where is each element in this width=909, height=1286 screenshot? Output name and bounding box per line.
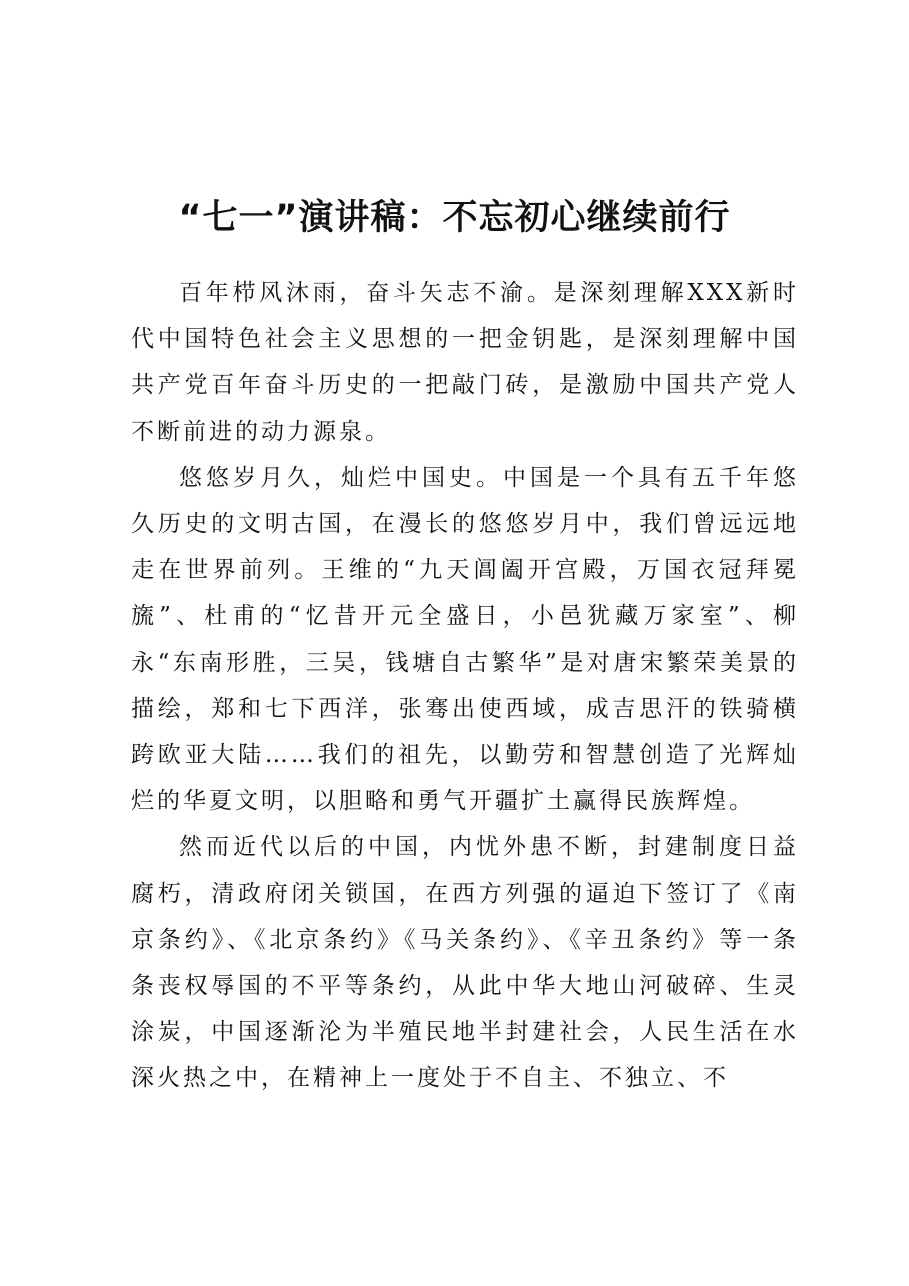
document-title: “七一”演讲稿：不忘初心继续前行 [178, 198, 731, 238]
paragraph-1: 百年栉风沐雨，奋斗矢志不渝。是深刻理解XXX新时代中国特色社会主义思想的一把金钥匙，是深刻理解中国共产党百年奋斗历史的一把敲门砖，是激励中国共产党人不断前进的动力源泉。 [131, 280, 799, 445]
paragraph-2: 悠悠岁月久，灿烂中国史。中国是一个具有五千年悠久历史的文明古国，在漫长的悠悠岁月中，我们曾远远地走在世界前列。王维的“九天阊阖开宫殿，万国衣冠拜冕旒”、杜甫的“忆昔开元全盛日，小邑犹藏万家室”、柳永“东南形胜，三吴，钱塘自古繁华”是对唐宋繁荣美景的描绘，郑和七下西洋，张骞出使西域，成吉思汗的铁骑横跨欧亚大陆……我们的祖先，以勤劳和智慧创造了光辉灿烂的华夏文明，以胆略和勇气开疆扩土赢得民族辉煌。 [131, 464, 799, 815]
paragraph-3: 然而近代以后的中国，内忧外患不断，封建制度日益腐朽，清政府闭关锁国，在西方列强的逼迫下签订了《南京条约》、《北京条约》《马关条约》、《辛丑条约》等一条条丧权辱国的不平等条约，从此中华大地山河破碎、生灵涂炭，中国逐渐沦为半殖民地半封建社会，人民生活在水深火热之中，在精神上一度处于不自主、不独立、不 [131, 834, 799, 1092]
document-body [131, 270, 799, 1102]
